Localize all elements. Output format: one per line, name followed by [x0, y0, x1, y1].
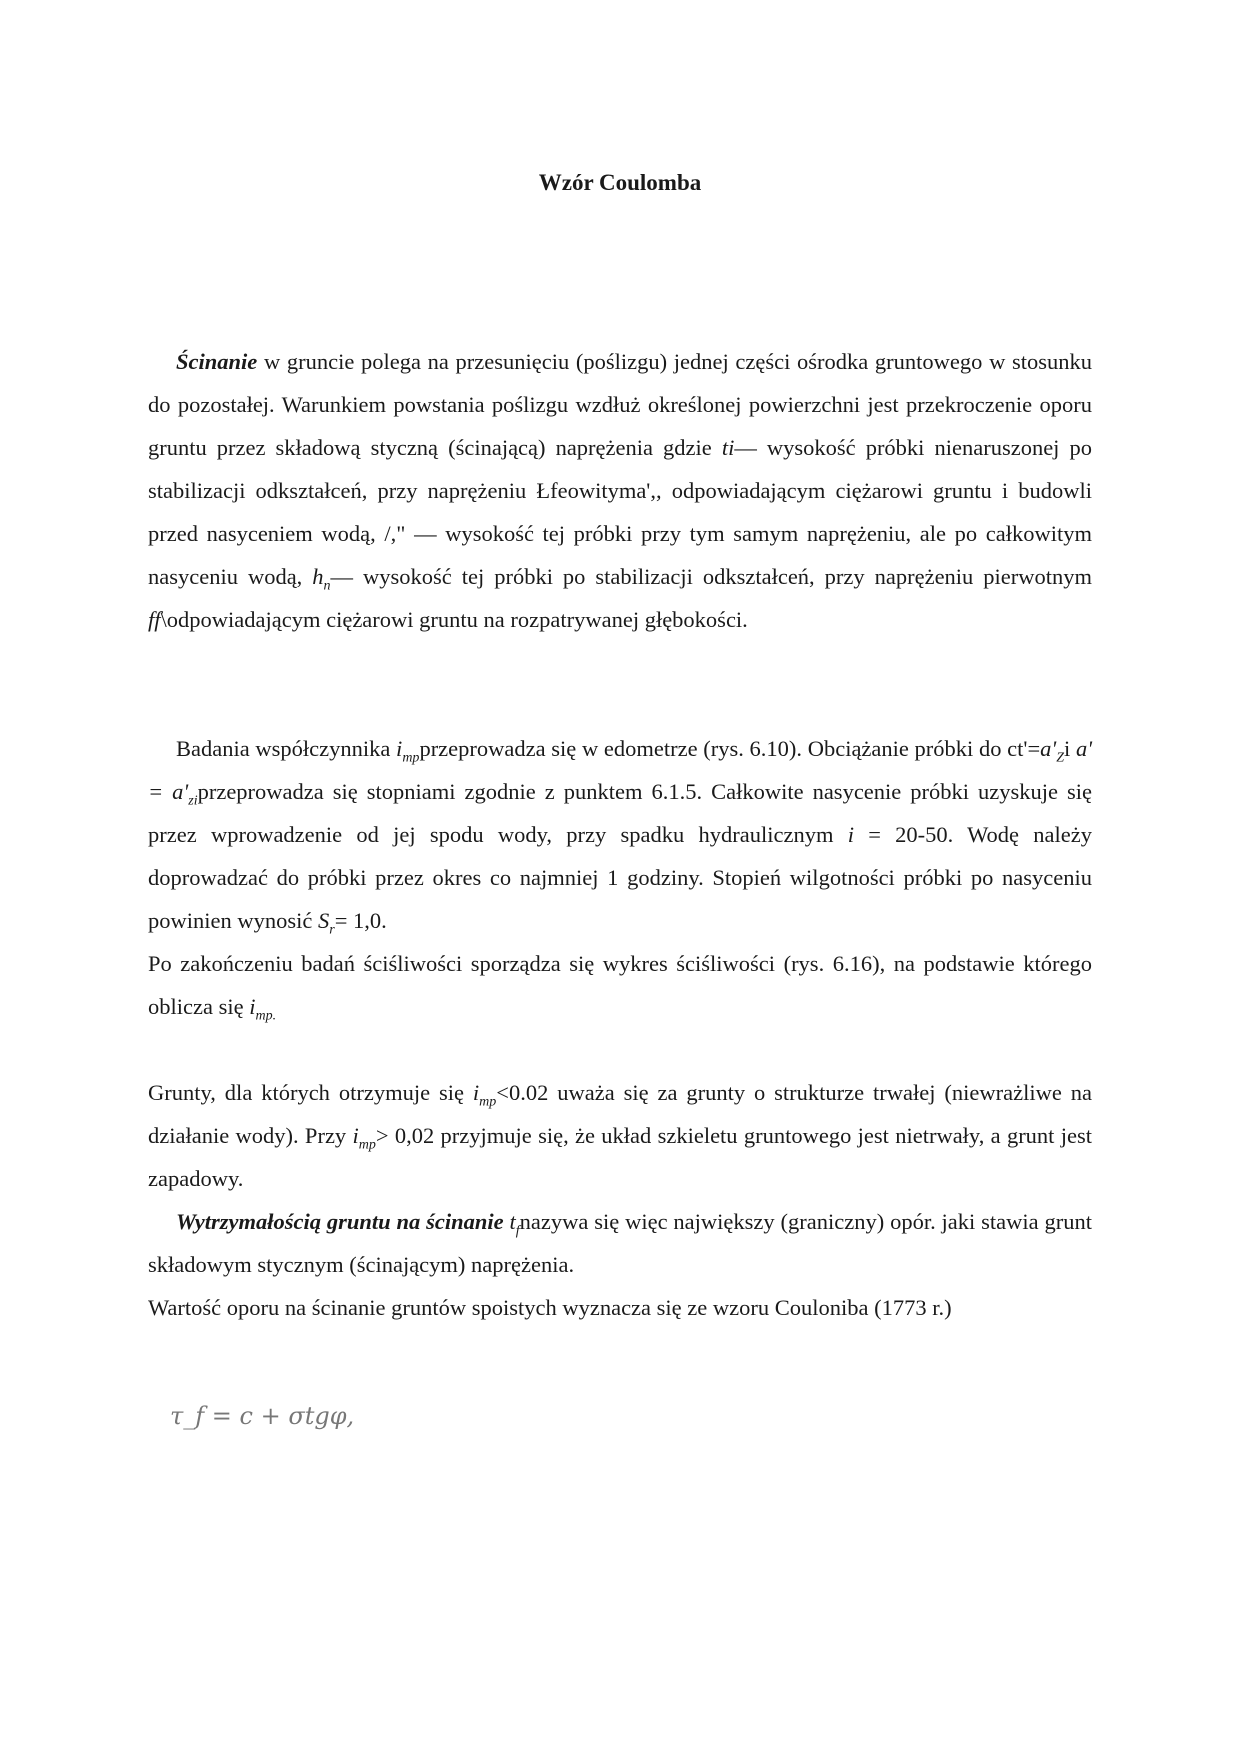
symbol-ti: ti: [721, 435, 735, 460]
term-wytrzymalosc: Wytrzymałością gruntu na ścinanie: [176, 1209, 504, 1234]
paragraph-wartosc: [148, 1286, 1092, 1329]
text-span: \odpowiadającym ciężarowi gruntu na rozpatrywanej głębokości.: [160, 607, 748, 632]
symbol-i: i: [249, 994, 256, 1019]
symbol-h: h: [312, 564, 324, 589]
text-span: i: [1064, 736, 1076, 761]
text-span: przeprowadza się w edometrze (rys. 6.10). Obciążanie próbki do ct'=: [419, 736, 1041, 761]
text-span: Wartość oporu na ścinanie gruntów spoistych wyznacza się ze wzoru Couloniba (1773 r.): [148, 1295, 952, 1320]
paragraph-zakonczenie: [148, 942, 1092, 1028]
text-span: <0.02 uważa się za grunty o strukturze trwałej (niewrażliwe na działanie wody). Przy: [148, 1080, 1093, 1148]
subscript: n: [323, 578, 331, 594]
coulomb-formula: τ_f = c + σtgφ,: [170, 1402, 355, 1430]
subscript: mp.: [255, 1008, 277, 1024]
subscript: zi: [188, 793, 198, 809]
text-span: — wysokość tej próbki po stabilizacji odkształceń, przy naprężeniu pierwotnym: [330, 564, 1093, 589]
subscript: r: [329, 922, 335, 938]
paragraph-wytrzymalosc: [148, 1200, 1092, 1286]
subscript: mp: [358, 1137, 376, 1153]
body-section-2: [148, 727, 1092, 1028]
text-span: = 20-50. Wodę należy doprowadzać do próbki przez okres co najmniej 1 godziny. Stopień wilgotności próbki po nasyceniu powinien wynosić: [148, 822, 1092, 933]
symbol-i: i: [847, 822, 854, 847]
page-title: Wzór Coulomba: [538, 170, 702, 195]
paragraph-badania: [148, 727, 1092, 942]
subscript: f: [515, 1223, 520, 1239]
symbol-i: i: [396, 736, 403, 761]
symbol-s: S: [317, 908, 330, 933]
text-span: Po zakończeniu badań ściśliwości sporządza się wykres ściśliwości (rys. 6.16), na podstawie którego oblicza się: [148, 951, 1092, 1019]
paragraph-grunty: [148, 1071, 1092, 1200]
text-span: Badania współczynnika: [176, 736, 397, 761]
symbol-a-eq: a' = a': [148, 736, 1092, 804]
text-span: > 0,02 przyjmuje się, że układ szkieletu gruntowego jest nietrwały, a grunt jest zapadowy.: [148, 1123, 1092, 1191]
symbol-a: a': [1040, 736, 1057, 761]
text-span: — wysokość próbki nienaruszonej po stabilizacji odkształceń, przy naprężeniu Łfeowityma',, odpowiadającym ciężarowi gruntu i budowli przed nasyceniem wodą, /," — wysokość tej próbki przy tym samym naprężeniu, ale po całkowitym nasyceniu wodą,: [148, 435, 1092, 589]
text-span: przeprowadza się stopniami zgodnie z punktem 6.1.5. Całkowite nasycenie próbki uzyskuje się przez wprowadzenie od jej spodu wody, przy spadku hydraulicznym: [148, 779, 1092, 847]
symbol-i: i: [472, 1080, 480, 1105]
symbol-t: t: [503, 1209, 516, 1234]
symbol-ff: ff: [148, 607, 161, 632]
text-span: w gruncie polega na przesunięciu (poślizgu) jednej części ośrodka gruntowego w stosunku do pozostałej. Warunkiem powstania poślizgu wzdłuż określonej powierzchni jest przekroczenie oporu gruntu przez składową styczną (ścinającą) naprężenia gdzie: [148, 349, 1092, 460]
body-section-3: [148, 1071, 1092, 1329]
paragraph-scinanie: [148, 340, 1092, 641]
subscript: Z: [1056, 750, 1064, 766]
text-span: nazywa się więc największy (graniczny) opór. jaki stawia grunt składowym stycznym (ścinającym) naprężenia.: [148, 1209, 1092, 1277]
subscript: mp: [479, 1094, 497, 1110]
body-section-1: [148, 340, 1092, 641]
symbol-i: i: [352, 1123, 359, 1148]
subscript: mp: [402, 750, 420, 766]
text-span: Grunty, dla których otrzymuje się: [148, 1080, 473, 1105]
term-scinanie: Ścinanie: [176, 349, 258, 374]
text-span: = 1,0.: [334, 908, 387, 933]
